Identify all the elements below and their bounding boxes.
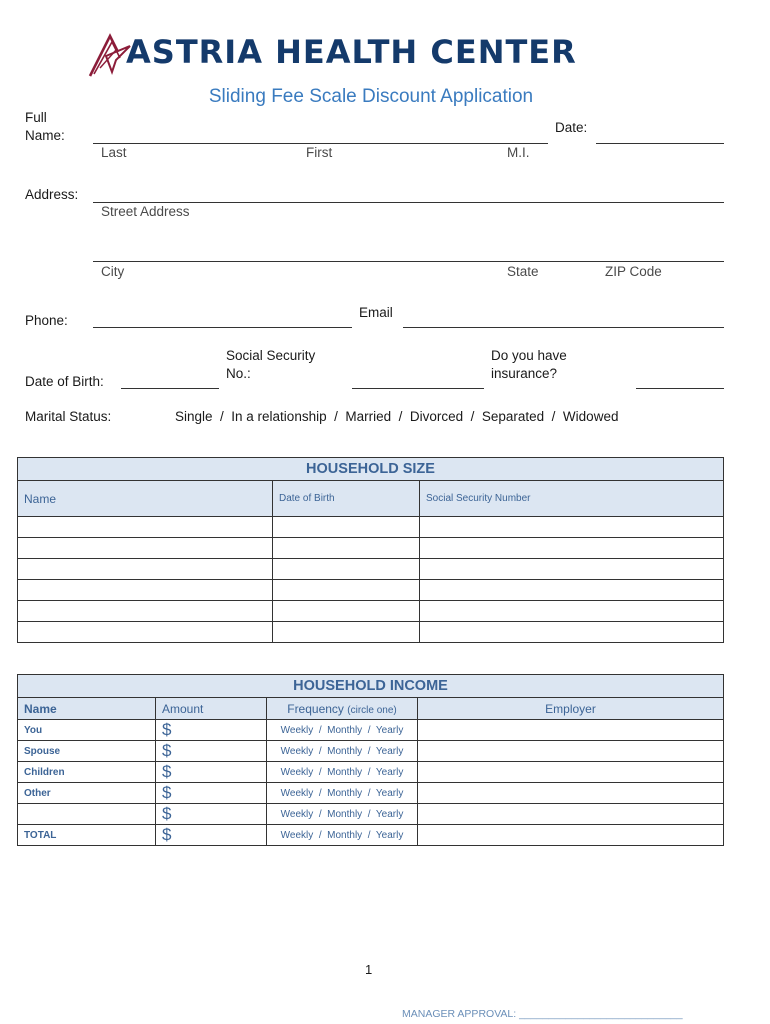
table-row[interactable] [18, 559, 724, 580]
income-row-label: Children [18, 762, 156, 783]
income-row-label [18, 804, 156, 825]
org-name: ASTRIA HEALTH CENTER [126, 33, 577, 71]
email-label: Email [359, 305, 393, 320]
table-row[interactable] [18, 538, 724, 559]
full-name-field[interactable] [93, 143, 548, 144]
insurance-label-2: insurance? [491, 366, 558, 381]
frequency-options[interactable]: Weekly / Monthly / Yearly [267, 762, 418, 783]
dollar-sign[interactable]: $ [156, 720, 267, 741]
table-row[interactable] [18, 783, 724, 804]
dollar-sign[interactable]: $ [156, 825, 267, 846]
full-name-label-1: Full [25, 110, 47, 125]
income-row-label: Spouse [18, 741, 156, 762]
zip-caption: ZIP Code [605, 264, 662, 279]
hs-col-name: Name [18, 481, 273, 517]
frequency-options[interactable]: Weekly / Monthly / Yearly [267, 804, 418, 825]
household-income-title: HOUSEHOLD INCOME [18, 675, 724, 698]
phone-label: Phone: [25, 313, 68, 328]
hs-col-ssn: Social Security Number [420, 481, 724, 517]
city-state-zip-field[interactable] [93, 261, 724, 262]
income-row-label: TOTAL [18, 825, 156, 846]
middle-initial-caption: M.I. [507, 145, 530, 160]
dob-field[interactable] [121, 388, 219, 389]
table-row[interactable] [18, 825, 724, 846]
dollar-sign[interactable]: $ [156, 762, 267, 783]
table-row[interactable] [18, 580, 724, 601]
table-row[interactable] [18, 762, 724, 783]
table-row[interactable] [18, 720, 724, 741]
full-name-label-2: Name: [25, 128, 65, 143]
employer-cell[interactable] [418, 720, 724, 741]
employer-cell[interactable] [418, 825, 724, 846]
hs-col-dob: Date of Birth [273, 481, 420, 517]
last-name-caption: Last [101, 145, 127, 160]
ssn-field[interactable] [352, 388, 484, 389]
dollar-sign[interactable]: $ [156, 783, 267, 804]
hi-col-frequency [267, 698, 418, 720]
frequency-options[interactable]: Weekly / Monthly / Yearly [267, 720, 418, 741]
frequency-options[interactable]: Weekly / Monthly / Yearly [267, 741, 418, 762]
employer-cell[interactable] [418, 762, 724, 783]
hi-col-name: Name [18, 698, 156, 720]
table-row[interactable] [18, 804, 724, 825]
income-row-label: You [18, 720, 156, 741]
marital-status-label: Marital Status: [25, 409, 112, 424]
dollar-sign[interactable]: $ [156, 804, 267, 825]
frequency-options[interactable]: Weekly / Monthly / Yearly [267, 783, 418, 804]
marital-status-options[interactable]: Single / In a relationship / Married / Divorced / Separated / Widowed [175, 409, 619, 424]
date-field[interactable] [596, 143, 724, 144]
hi-col-frequency-label: Frequency [287, 701, 344, 716]
page-title: Sliding Fee Scale Discount Application [208, 86, 534, 107]
first-name-caption: First [306, 145, 333, 160]
dollar-sign[interactable]: $ [156, 741, 267, 762]
street-address-field[interactable] [93, 202, 724, 203]
page-number: 1 [365, 962, 373, 977]
state-caption: State [507, 264, 539, 279]
frequency-options[interactable]: Weekly / Monthly / Yearly [267, 825, 418, 846]
insurance-field[interactable] [636, 388, 724, 389]
household-size-title: HOUSEHOLD SIZE [18, 458, 724, 481]
employer-cell[interactable] [418, 804, 724, 825]
date-label: Date: [555, 120, 588, 135]
table-row[interactable] [18, 741, 724, 762]
hi-col-employer: Employer [418, 698, 724, 720]
household-size-table [17, 457, 724, 643]
table-row[interactable] [18, 601, 724, 622]
dob-label: Date of Birth: [25, 374, 104, 389]
table-row[interactable] [18, 517, 724, 538]
email-field[interactable] [403, 327, 724, 328]
street-address-caption: Street Address [101, 204, 190, 219]
household-income-table [17, 674, 724, 846]
ssn-label-1: Social Security [226, 348, 316, 363]
hi-col-amount: Amount [156, 698, 267, 720]
insurance-label-1: Do you have [491, 348, 567, 363]
city-caption: City [101, 264, 125, 279]
hi-col-frequency-note: (circle one) [347, 704, 397, 716]
employer-cell[interactable] [418, 783, 724, 804]
table-row[interactable] [18, 622, 724, 643]
income-row-label: Other [18, 783, 156, 804]
manager-approval: MANAGER APPROVAL: ____________________________ [402, 1008, 683, 1020]
phone-field[interactable] [93, 327, 352, 328]
address-label: Address: [25, 187, 79, 202]
employer-cell[interactable] [418, 741, 724, 762]
ssn-label-2: No.: [226, 366, 251, 381]
